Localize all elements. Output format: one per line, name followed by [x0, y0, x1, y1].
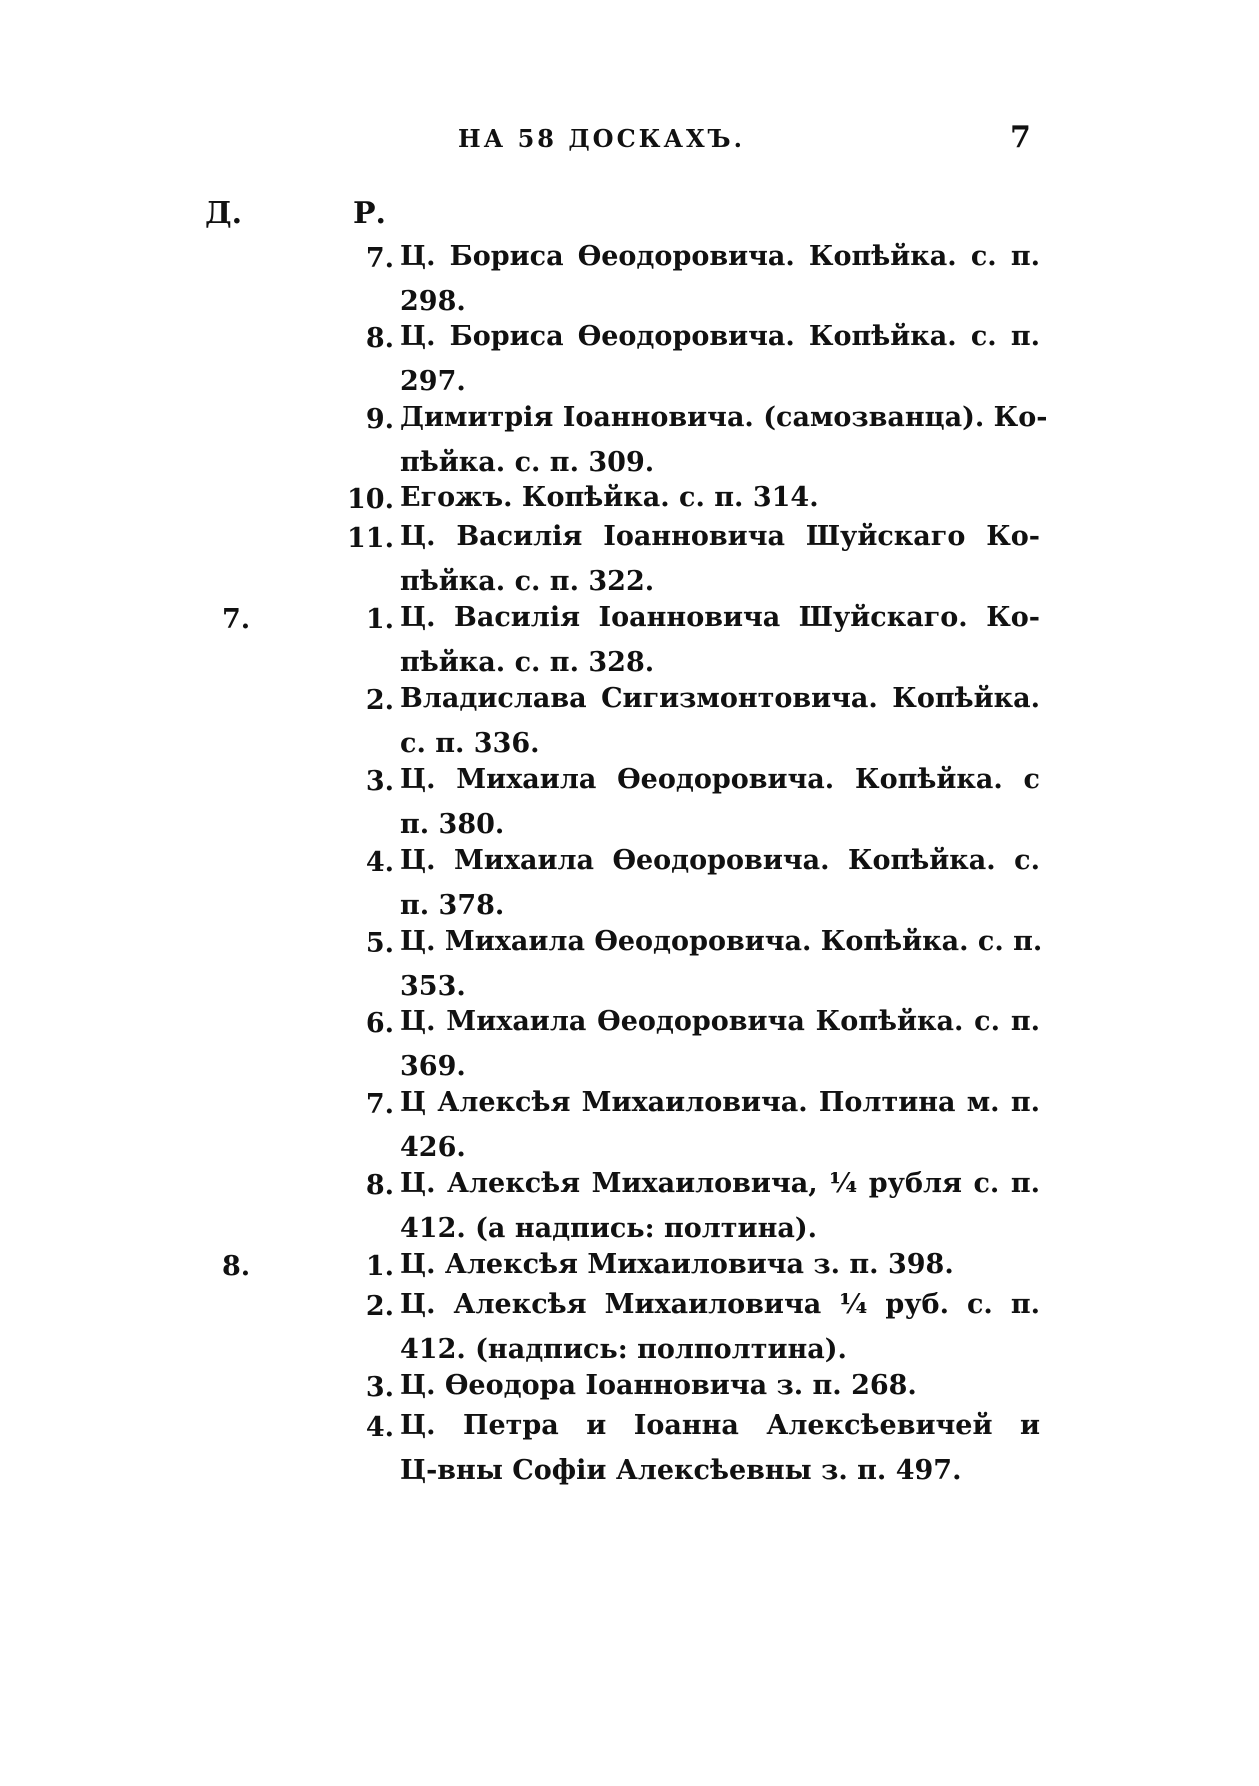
entry-text-line-1: Ц. Алексѣя Михаиловича, ¼ рубля с. п. — [400, 1168, 1040, 1199]
entry-text-line-1: Ц. Алексѣя Михаиловича ¼ руб. с. п. — [400, 1289, 1040, 1320]
entry-number: 7. — [365, 243, 394, 274]
entry-number: 10. — [347, 484, 394, 515]
entry-text-line-1: Димитрія Іоанновича. (самозванца). Ко- — [400, 402, 1048, 433]
page-number: 7 — [1010, 120, 1031, 155]
entry-text-line-2: 353. — [400, 971, 466, 1002]
entry-text-line-1: Ц. Петра и Іоанна Алексѣевичей и — [400, 1410, 1040, 1441]
entry-text-line-2: Ц-вны Софіи Алексѣевны з. п. 497. — [400, 1455, 962, 1486]
entry-text-line-2: 369. — [400, 1051, 466, 1082]
entry-number: 2. — [365, 685, 394, 716]
entry-number: 3. — [365, 766, 394, 797]
entry-number: 9. — [365, 404, 394, 435]
entry-text-line-2: 297. — [400, 366, 466, 397]
entry-text-line-1: Ц. Өеодора Іоанновича з. п. 268. — [400, 1370, 917, 1401]
entry-text-line-1: Егожъ. Копѣйка. с. п. 314. — [400, 482, 819, 513]
entry-text-line-1: Ц. Алексѣя Михаиловича з. п. 398. — [400, 1249, 954, 1280]
entry-text-line-2: п. 380. — [400, 809, 505, 840]
entry-number: 2. — [365, 1291, 394, 1322]
running-title: НА 58 ДОСКАХЪ. — [458, 124, 745, 153]
entry-number: 4. — [365, 847, 394, 878]
entry-text-line-1: Ц Алексѣя Михаиловича. Полтина м. п. — [400, 1087, 1040, 1118]
entry-number: 4. — [365, 1412, 394, 1443]
entry-number: 11. — [347, 523, 394, 554]
entry-number: 1. — [365, 1251, 394, 1282]
entry-number: 1. — [365, 604, 394, 635]
entry-number: 3. — [365, 1372, 394, 1403]
running-header — [0, 120, 1259, 164]
entry-text-line-1: Ц. Михаила Өеодоровича. Копѣйка. с — [400, 764, 1040, 795]
entry-text-line-1: Ц. Василія Іоанновича Шуйскаго Ко- — [400, 521, 1040, 552]
column-head-board: Д. — [205, 196, 243, 231]
entry-text-line-1: Владислава Сигизмонтовича. Копѣйка. — [400, 683, 1040, 714]
entry-text-line-2: 298. — [400, 286, 466, 317]
entry-text-line-1: Ц. Михаила Өеодоровича Копѣйка. с. п. — [400, 1006, 1040, 1037]
entry-text-line-1: Ц. Михаила Өеодоровича. Копѣйка. с. п. — [400, 926, 1043, 957]
entry-text-line-1: Ц. Бориса Өеодоровича. Копѣйка. с. п. — [400, 241, 1040, 272]
entry-number: 8. — [365, 323, 394, 354]
entry-number: 7. — [365, 1089, 394, 1120]
entry-text-line-2: пѣйка. с. п. 328. — [400, 647, 655, 678]
entry-text-line-2: с. п. 336. — [400, 728, 540, 759]
entry-text-line-2: 426. — [400, 1132, 466, 1163]
entry-text-line-1: Ц. Бориса Өеодоровича. Копѣйка. с. п. — [400, 321, 1040, 352]
entry-text-line-2: п. 378. — [400, 890, 505, 921]
entry-text-line-1: Ц. Василія Іоанновича Шуйскаго. Ко- — [400, 602, 1040, 633]
entry-text-line-2: 412. (а надпись: полтина). — [400, 1213, 817, 1244]
entry-text-line-2: пѣйка. с. п. 322. — [400, 566, 655, 597]
entry-text-line-1: Ц. Михаила Өеодоровича. Копѣйка. с. — [400, 845, 1040, 876]
catalog-entry — [0, 1412, 1259, 1503]
entry-number: 5. — [365, 928, 394, 959]
column-head-row: Р. — [353, 196, 387, 231]
board-number: 7. — [222, 604, 251, 635]
entry-number: 6. — [365, 1008, 394, 1039]
entry-text-line-2: пѣйка. с. п. 309. — [400, 447, 655, 478]
catalog-entries — [0, 243, 1259, 1652]
entry-text-line-2: 412. (надпись: полполтина). — [400, 1334, 847, 1365]
entry-number: 8. — [365, 1170, 394, 1201]
board-number: 8. — [222, 1251, 251, 1282]
